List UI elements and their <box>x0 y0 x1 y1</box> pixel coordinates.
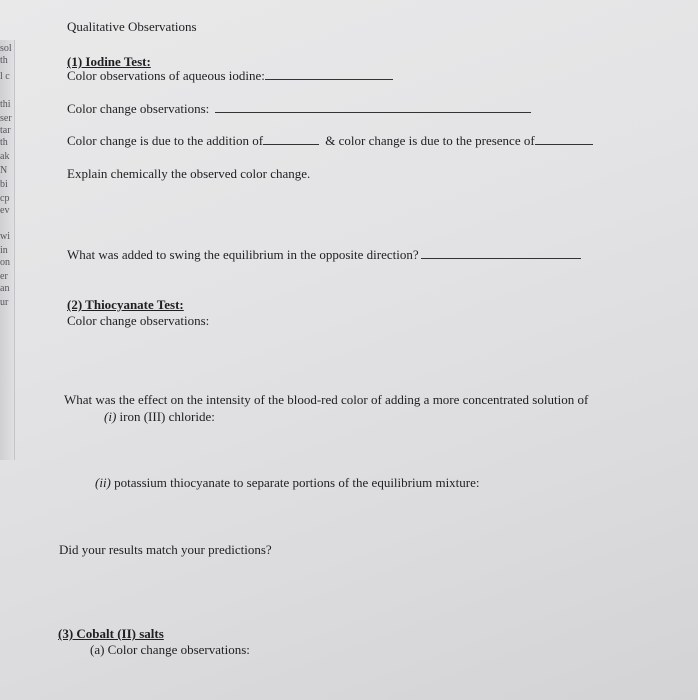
edge-text-fragment: th <box>0 137 8 148</box>
edge-text-fragment: ur <box>0 297 9 308</box>
iodine-cause-label-a: Color change is due to the addition of <box>67 133 264 148</box>
thiocyanate-section-title: (2) Thiocyanate Test: <box>67 297 184 312</box>
subquestion-number: (i) <box>104 409 117 424</box>
iodine-cause-label-b: & color change is due to the presence of <box>325 133 535 148</box>
edge-text-fragment: ser <box>0 113 12 124</box>
potassium-thiocyanate-subquestion <box>95 476 480 490</box>
edge-text-fragment: bi <box>0 179 8 190</box>
edge-text-fragment: cp <box>0 193 10 204</box>
edge-text-fragment: tar <box>0 125 11 136</box>
adjacent-page-edge <box>0 40 15 460</box>
subquestion-number: (ii) <box>95 475 111 490</box>
iodine-aqueous-color-label: Color observations of aqueous iodine: <box>67 68 265 83</box>
edge-text-fragment: er <box>0 271 8 282</box>
iodine-color-change-question <box>67 102 531 116</box>
subquestion-text: iron (III) chloride: <box>119 409 215 424</box>
iodine-explain-question: Explain chemically the observed color change. <box>67 166 311 181</box>
edge-text-fragment: N <box>0 165 8 176</box>
iodine-aqueous-color-question <box>67 69 393 83</box>
iodine-color-change-label: Color change observations: <box>67 101 210 116</box>
iodine-reverse-question <box>67 248 581 262</box>
edge-text-fragment: l c <box>0 71 10 82</box>
iron-chloride-subquestion <box>104 410 215 424</box>
iodine-cause-question <box>67 134 593 148</box>
edge-text-fragment: ak <box>0 151 10 162</box>
edge-text-fragment: in <box>0 245 8 256</box>
edge-text-fragment: thi <box>0 99 11 110</box>
predictions-question: Did your results match your predictions? <box>59 542 272 557</box>
subquestion-text: potassium thiocyanate to separate portions of the equilibrium mixture: <box>114 475 480 490</box>
thiocyanate-color-change-question: Color change observations: <box>67 313 210 328</box>
answer-blank[interactable] <box>265 79 393 80</box>
answer-blank[interactable] <box>215 112 531 113</box>
answer-blank[interactable] <box>535 144 593 145</box>
edge-text-fragment: ev <box>0 205 10 216</box>
cobalt-color-change-question: (a) Color change observations: <box>90 642 250 657</box>
page-heading: Qualitative Observations <box>67 19 197 34</box>
iodine-section-title: (1) Iodine Test: <box>67 54 151 69</box>
answer-blank[interactable] <box>263 144 319 145</box>
cobalt-section-title: (3) Cobalt (II) salts <box>58 626 164 641</box>
edge-text-fragment: an <box>0 283 10 294</box>
edge-text-fragment: th <box>0 55 8 66</box>
answer-blank[interactable] <box>421 258 581 259</box>
iodine-reverse-label: What was added to swing the equilibrium in the opposite direction? <box>67 247 419 262</box>
edge-text-fragment: sol <box>0 43 12 54</box>
edge-text-fragment: wi <box>0 231 10 242</box>
blood-red-intensity-question: What was the effect on the intensity of the blood-red color of adding a more concentrated solution of <box>64 392 589 407</box>
edge-text-fragment: on <box>0 257 10 268</box>
